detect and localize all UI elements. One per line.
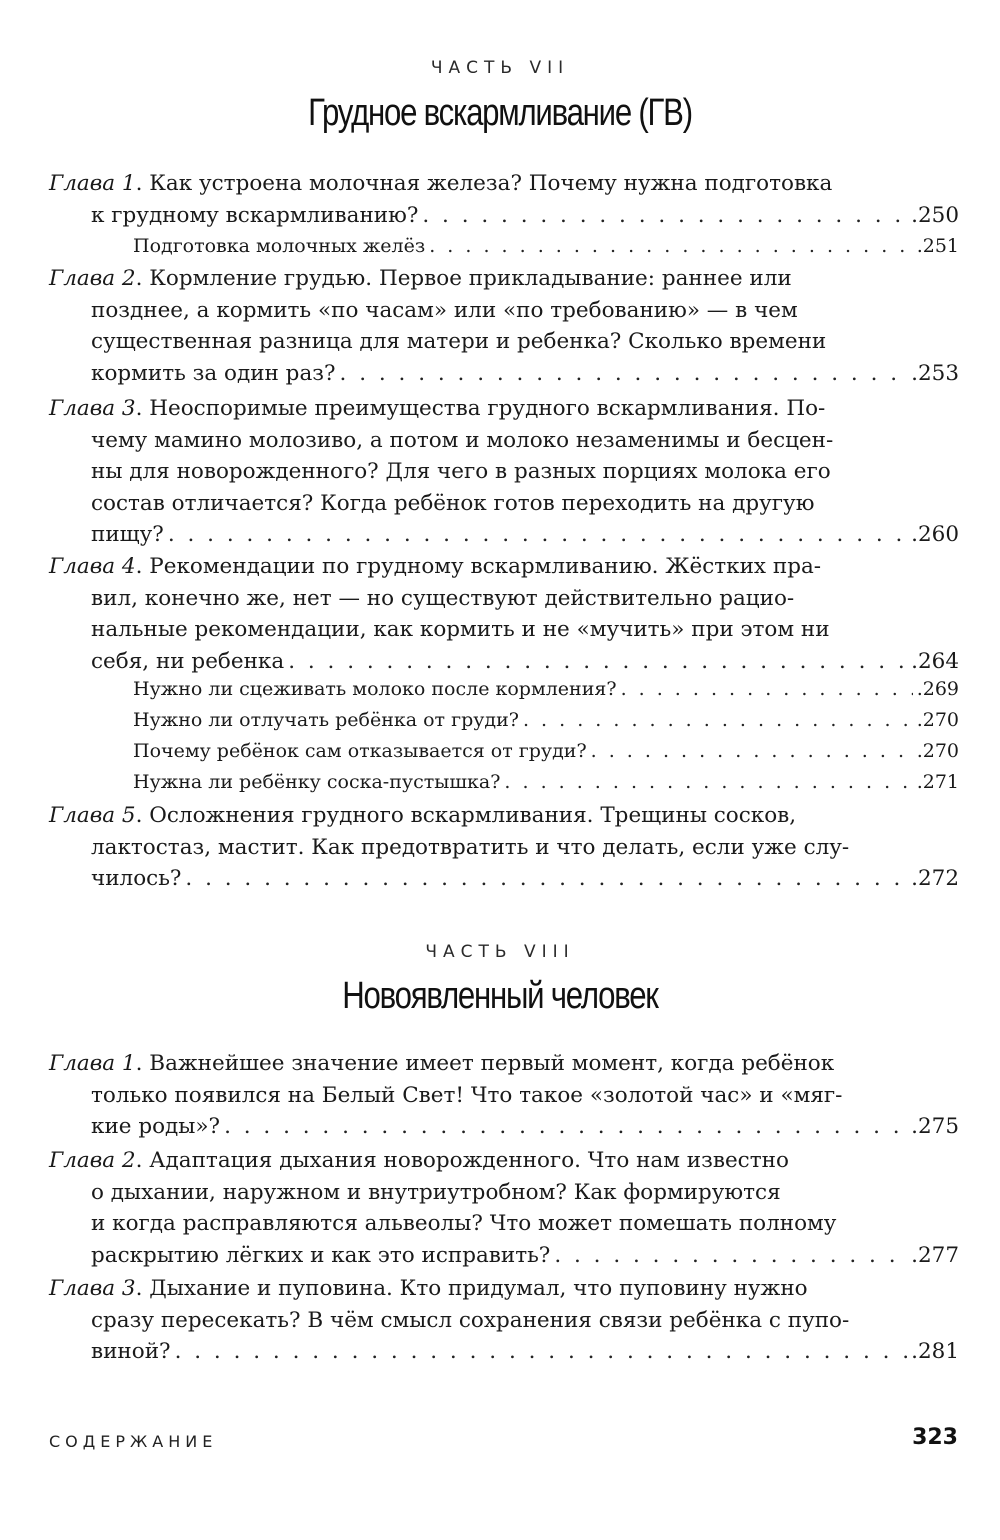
toc-entry-p8-ch1[interactable]: Глава 1 . Важнейшее значение имеет первый момент, когда ребёнок только появился на Белый Свет! Что такое «золотой час» и «мяг- кие роды»? . . . .275 bbox=[49, 1048, 959, 1143]
entry-line: Кормление грудью. Первое прикладывание: раннее или bbox=[149, 266, 792, 291]
entry-line: себя, ни ребенка bbox=[91, 648, 285, 674]
page-number: .250 bbox=[911, 202, 959, 228]
toc-entry-p8-ch3[interactable]: Глава 3 . Дыхание и пуповина. Кто придумал, что пуповину нужно сразу пересекать? В чём смысл сохранения связи ребёнка с пупо- виной? . . . .281 bbox=[49, 1273, 959, 1368]
running-footer-section: СОДЕРЖАНИЕ bbox=[49, 1432, 218, 1451]
entry-line: сразу пересекать? В чём смысл сохранения связи ребёнка с пупо- bbox=[91, 1307, 850, 1333]
subentry-text: Подготовка молочных желёз bbox=[133, 235, 426, 257]
dot-leader bbox=[288, 646, 907, 678]
part7-label: ЧАСТЬ VII bbox=[430, 58, 570, 78]
dot-leader bbox=[591, 736, 913, 767]
subentry-text: Нужна ли ребёнку соска-пустышка? bbox=[133, 771, 501, 793]
dot-leader bbox=[185, 863, 907, 895]
subentry-text: Нужно ли отлучать ребёнка от груди? bbox=[133, 709, 519, 731]
entry-line: Как устроена молочная железа? Почему нужна подготовка bbox=[149, 171, 833, 196]
subentry-text: Почему ребёнок сам отказывается от груди? bbox=[133, 740, 587, 762]
part8-label: ЧАСТЬ VIII bbox=[425, 942, 575, 962]
dot-leader bbox=[168, 519, 907, 551]
page-number: .270 bbox=[916, 709, 959, 731]
entry-line: о дыхании, наружном и внутриутробном? Как формируются bbox=[91, 1179, 781, 1205]
chapter-lead: Глава 3 bbox=[49, 396, 136, 421]
part8-title-block bbox=[0, 975, 1000, 1018]
entry-line: кие роды»? bbox=[91, 1114, 221, 1139]
toc-subentry[interactable] bbox=[133, 767, 959, 798]
entry-line: Дыхание и пуповина. Кто придумал, что пуповину нужно bbox=[149, 1276, 808, 1301]
dot-leader bbox=[224, 1111, 907, 1143]
entry-line: лактостаз, мастит. Как предотвратить и что делать, если уже слу- bbox=[91, 834, 850, 860]
chapter-lead: Глава 1 bbox=[49, 171, 136, 196]
page-number: .271 bbox=[916, 771, 959, 793]
entry-line: нальные рекомендации, как кормить и не «мучить» при этом ни bbox=[91, 617, 830, 642]
page-number: .269 bbox=[916, 678, 959, 700]
part7-title: Грудное вскармливание (ГВ) bbox=[308, 92, 692, 134]
toc-entry-p8-ch2[interactable]: Глава 2 . Адаптация дыхания новорожденного. Что нам известно о дыхании, наружном и внутриутробном? Как формируются и когда расправляются альвеолы? Что может помешать полному раскрытию лёгких и как это исправить? . . . .277 bbox=[49, 1145, 959, 1271]
footer-page-number: 323 bbox=[912, 1425, 958, 1450]
chapter-lead: Глава 2 bbox=[49, 266, 136, 291]
entry-line: Осложнения грудного вскармливания. Трещины сосков, bbox=[149, 803, 797, 828]
entry-line: Адаптация дыхания новорожденного. Что нам известно bbox=[149, 1148, 789, 1173]
entry-line: чилось? bbox=[91, 866, 182, 891]
toc-subentry[interactable] bbox=[133, 674, 959, 705]
dot-leader bbox=[340, 358, 908, 390]
entry-line: пищу? bbox=[91, 522, 164, 547]
toc-subentry[interactable] bbox=[133, 231, 959, 262]
part7-title-block bbox=[0, 92, 1000, 135]
entry-line: чему мамино молозиво, а потом и молоко незаменимы и бесцен- bbox=[91, 427, 834, 453]
entry-line: позднее, а кормить «по часам» или «по требованию» — в чем bbox=[91, 297, 798, 323]
dot-leader bbox=[523, 705, 913, 736]
chapter-lead: Глава 4 bbox=[49, 554, 136, 579]
toc-entry-p7-ch4[interactable]: Глава 4 . Рекомендации по грудному вскармливанию. Жёстких пра- вил, конечно же, нет — но существуют действительно рацио- нальные рекомендации, как кормить и не «мучить» при этом ни себя, ни ребенка . . . .264 bbox=[49, 551, 959, 677]
toc-subentry[interactable] bbox=[133, 705, 959, 736]
part8-title: Новоявленный человек bbox=[342, 975, 658, 1017]
page-number: .264 bbox=[911, 648, 959, 674]
page-number: .251 bbox=[916, 235, 959, 257]
entry-line: ны для новорожденного? Для чего в разных порциях молока его bbox=[91, 459, 831, 484]
toc-entry-p7-ch1[interactable]: Глава 1 . Как устроена молочная железа? Почему нужна подготовка к грудному вскармливанию? . . . .250 bbox=[49, 168, 959, 231]
dot-leader bbox=[429, 231, 912, 262]
page-number: .281 bbox=[911, 1339, 959, 1364]
entry-line: только появился на Белый Свет! Что такое «золотой час» и «мяг- bbox=[91, 1082, 843, 1108]
dot-leader bbox=[175, 1336, 908, 1368]
entry-line: к грудному вскармливанию? bbox=[91, 202, 419, 228]
part7-label-block bbox=[0, 58, 1000, 78]
part8-label-block bbox=[0, 942, 1000, 962]
entry-line: состав отличается? Когда ребёнок готов переходить на другую bbox=[91, 490, 815, 516]
page-number: .272 bbox=[911, 866, 959, 891]
entry-line: и когда расправляются альвеолы? Что может помешать полному bbox=[91, 1211, 837, 1236]
toc-subentry[interactable] bbox=[133, 736, 959, 767]
dot-leader bbox=[504, 767, 912, 798]
page-number: .253 bbox=[911, 360, 959, 386]
entry-line: существенная разница для матери и ребенка? Сколько времени bbox=[91, 329, 827, 354]
page-number: .275 bbox=[911, 1114, 959, 1139]
chapter-lead: Глава 3 bbox=[49, 1276, 136, 1301]
entry-line: Важнейшее значение имеет первый момент, когда ребёнок bbox=[149, 1051, 835, 1076]
entry-line: раскрытию лёгких и как это исправить? bbox=[91, 1242, 551, 1268]
page-number: .270 bbox=[916, 740, 959, 762]
chapter-lead: Глава 5 bbox=[49, 803, 136, 828]
page-number: .260 bbox=[911, 522, 959, 547]
entry-line: Рекомендации по грудному вскармливанию. Жёстких пра- bbox=[149, 554, 822, 579]
toc-entry-p7-ch5[interactable]: Глава 5 . Осложнения грудного вскармливания. Трещины сосков, лактостаз, мастит. Как предотвратить и что делать, если уже слу- чилось? . . . .272 bbox=[49, 800, 959, 895]
chapter-lead: Глава 2 bbox=[49, 1148, 136, 1173]
dot-leader bbox=[554, 1240, 907, 1272]
toc-entry-p7-ch3[interactable]: Глава 3 . Неоспоримые преимущества грудного вскармливания. По- чему мамино молозиво, а потом и молоко незаменимы и бесцен- ны для новорожденного? Для чего в разных порциях молока его состав отличается? Когда ребёнок готов переходить на другую пищу? . . . .260 bbox=[49, 393, 959, 551]
toc-entry-p7-ch2[interactable]: Глава 2 . Кормление грудью. Первое прикладывание: раннее или позднее, а кормить «по часам» или «по требованию» — в чем существенная разница для матери и ребенка? Сколько времени кормить за один раз? . . . .253 bbox=[49, 263, 959, 389]
entry-line: Неоспоримые преимущества грудного вскармливания. По- bbox=[149, 396, 826, 421]
page-number: .277 bbox=[911, 1242, 959, 1268]
entry-line: кормить за один раз? bbox=[91, 360, 336, 386]
dot-leader bbox=[422, 200, 907, 232]
entry-line: вил, конечно же, нет — но существуют действительно рацио- bbox=[91, 585, 795, 611]
chapter-lead: Глава 1 bbox=[49, 1051, 136, 1076]
dot-leader bbox=[621, 674, 913, 705]
subentry-text: Нужно ли сцеживать молоко после кормления? bbox=[133, 678, 617, 700]
entry-line: виной? bbox=[91, 1339, 171, 1364]
